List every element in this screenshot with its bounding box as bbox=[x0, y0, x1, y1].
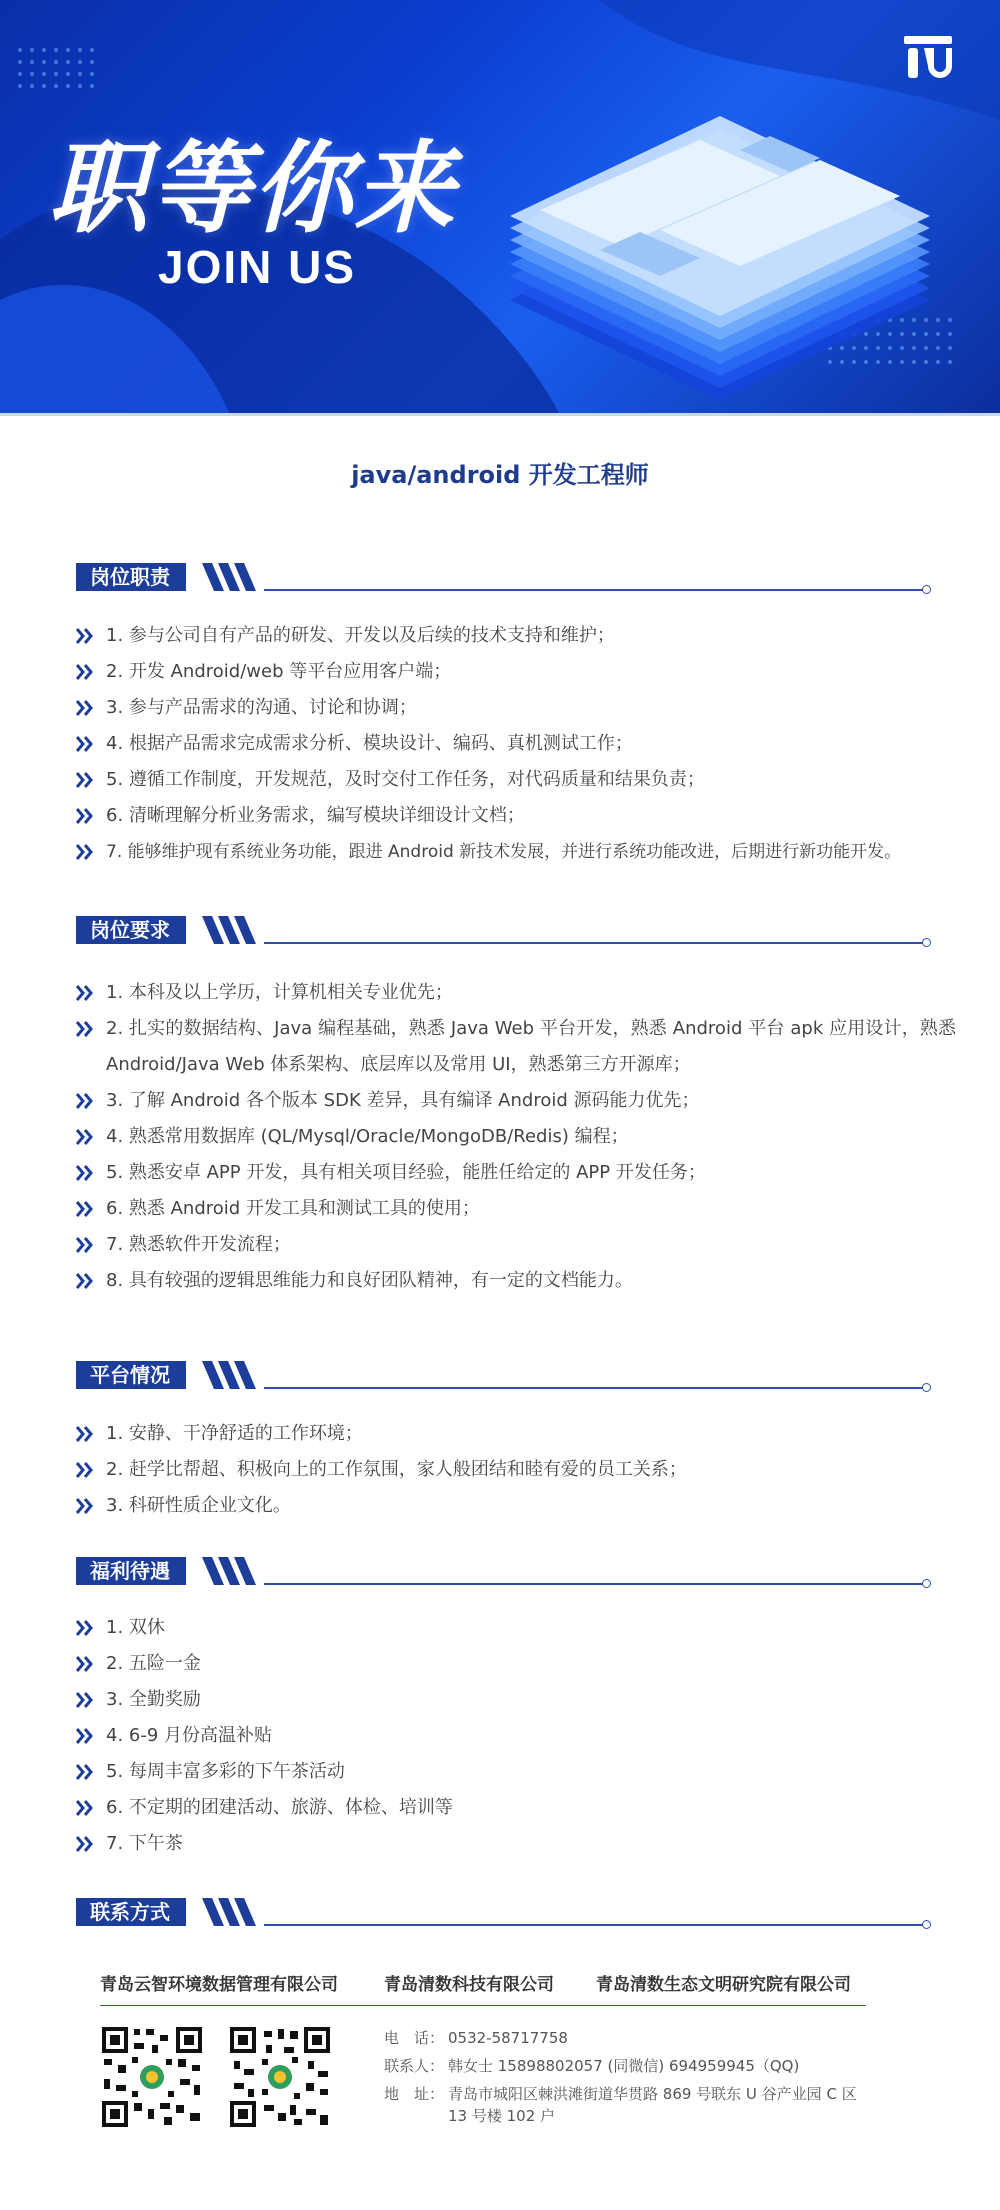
contact-phone bbox=[384, 2027, 568, 2049]
section-title: 平台情况 bbox=[76, 1361, 186, 1389]
section-header-benefits bbox=[76, 1557, 932, 1585]
tu-logo-icon bbox=[900, 30, 956, 86]
slash-decor-icon bbox=[202, 1557, 266, 1585]
double-chevron-right-icon bbox=[76, 1021, 94, 1037]
double-chevron-right-icon bbox=[76, 1836, 94, 1852]
section-title: 岗位要求 bbox=[76, 916, 186, 944]
qr-code-icon bbox=[228, 2025, 332, 2129]
slash-decor-icon bbox=[202, 563, 266, 591]
double-chevron-right-icon bbox=[76, 1620, 94, 1636]
double-chevron-right-icon bbox=[76, 628, 94, 644]
address-value: 青岛市城阳区棘洪滩街道华贯路 869 号联东 U 谷产业园 C 区 13 号楼 102 户 bbox=[448, 2085, 857, 2125]
double-chevron-right-icon bbox=[76, 1656, 94, 1672]
section-rule-end-icon bbox=[922, 1383, 931, 1392]
banner-title: 职等你来 bbox=[48, 130, 456, 247]
section-rule-end-icon bbox=[922, 585, 931, 594]
hero-banner bbox=[0, 0, 1000, 415]
section-title: 福利待遇 bbox=[76, 1557, 186, 1585]
section-rule-end-icon bbox=[922, 1579, 931, 1588]
banner-divider bbox=[0, 413, 1000, 416]
section-title: 岗位职责 bbox=[76, 563, 186, 591]
company-name: 青岛清数生态文明研究院有限公司 bbox=[596, 1975, 851, 1995]
slash-decor-icon bbox=[202, 1361, 266, 1389]
slash-decor-icon bbox=[202, 916, 266, 944]
section-rule bbox=[264, 1924, 924, 1926]
list-item: 2. 扎实的数据结构、Java 编程基础，熟悉 Java Web 平台开发，熟悉 Android 平台 apk 应用设计，熟悉 Android/Java Web 体系架构、底层库以及常用 UI，熟悉第三方开源库； bbox=[76, 1011, 956, 1083]
double-chevron-right-icon bbox=[76, 1692, 94, 1708]
double-chevron-right-icon bbox=[76, 1237, 94, 1253]
double-chevron-right-icon bbox=[76, 1093, 94, 1109]
contact-person bbox=[384, 2055, 800, 2077]
double-chevron-right-icon bbox=[76, 1426, 94, 1442]
double-chevron-right-icon bbox=[76, 1800, 94, 1816]
section-header-contact bbox=[76, 1898, 932, 1926]
double-chevron-right-icon bbox=[76, 1462, 94, 1478]
section-rule bbox=[264, 942, 924, 944]
double-chevron-right-icon bbox=[76, 1764, 94, 1780]
section-rule bbox=[264, 1583, 924, 1585]
qr-code-icon bbox=[100, 2025, 204, 2129]
section-header-platform bbox=[76, 1361, 932, 1389]
person-value: 韩女士 15898802057 (同微信) 694959945（QQ) bbox=[448, 2057, 800, 2075]
contact-address bbox=[384, 2083, 857, 2127]
double-chevron-right-icon bbox=[76, 772, 94, 788]
section-header-requirements bbox=[76, 916, 932, 944]
double-chevron-right-icon bbox=[76, 1728, 94, 1744]
double-chevron-right-icon bbox=[76, 736, 94, 752]
section-title: 联系方式 bbox=[76, 1898, 186, 1926]
company-list bbox=[100, 1970, 866, 2006]
double-chevron-right-icon bbox=[76, 1273, 94, 1289]
job-title: java/android 开发工程师 bbox=[351, 461, 649, 489]
company-name: 青岛清数科技有限公司 bbox=[384, 1975, 554, 1995]
section-rule bbox=[264, 589, 924, 591]
double-chevron-right-icon bbox=[76, 808, 94, 824]
section-rule-end-icon bbox=[922, 938, 931, 947]
slash-decor-icon bbox=[202, 1898, 266, 1926]
double-chevron-right-icon bbox=[76, 844, 94, 860]
double-chevron-right-icon bbox=[76, 1201, 94, 1217]
section-rule-end-icon bbox=[922, 1920, 931, 1929]
phone-label: 电 话： bbox=[384, 2029, 445, 2047]
phone-value[interactable]: 0532-58717758 bbox=[448, 2029, 568, 2047]
section-header-duties bbox=[76, 563, 932, 591]
double-chevron-right-icon bbox=[76, 985, 94, 1001]
person-label: 联系人： bbox=[384, 2057, 445, 2075]
section-rule bbox=[264, 1387, 924, 1389]
double-chevron-right-icon bbox=[76, 1498, 94, 1514]
address-label: 地 址： bbox=[384, 2085, 445, 2103]
company-name: 青岛云智环境数据管理有限公司 bbox=[100, 1975, 338, 1995]
banner-subtitle: JOIN US bbox=[158, 241, 357, 293]
double-chevron-right-icon bbox=[76, 700, 94, 716]
double-chevron-right-icon bbox=[76, 1129, 94, 1145]
double-chevron-right-icon bbox=[76, 1165, 94, 1181]
double-chevron-right-icon bbox=[76, 664, 94, 680]
